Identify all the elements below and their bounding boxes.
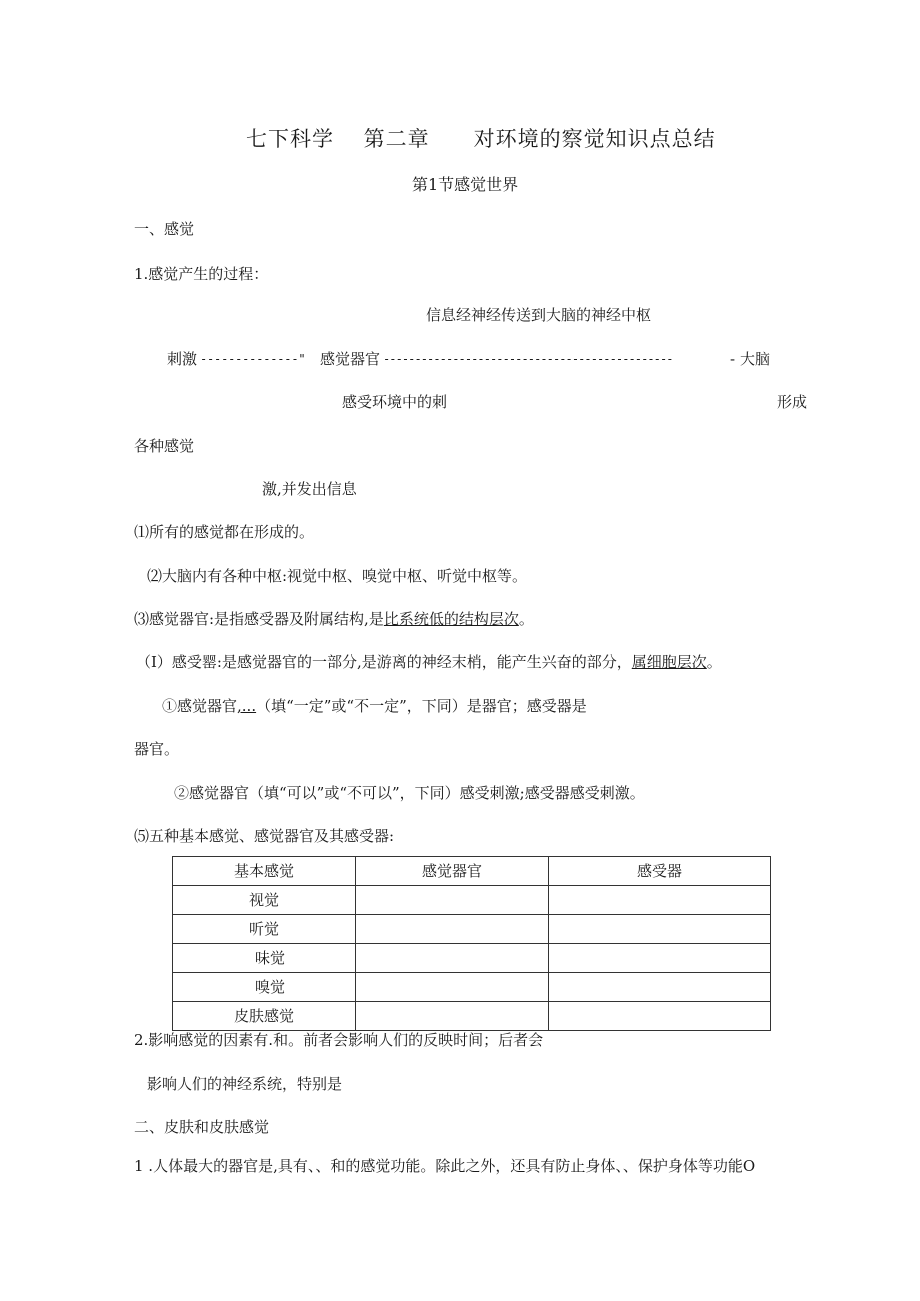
table-cell-receptor [549,973,771,1002]
table-cell-organ [356,1002,549,1031]
flow-top-note: 信息经神经传送到大脑的神经中枢 [426,306,652,324]
table-cell-sense: 听觉 [173,915,356,944]
paragraph-4-end: 。 [706,653,722,671]
flow-brain-note-2: 各种感觉 [134,437,195,455]
question-2: ②感觉器官（填“可以”或“不可以”，下同）感受刺激;感受器感受刺激。 [174,784,645,802]
heading-skin: 二、皮肤和皮肤感觉 [134,1118,270,1136]
flow-arrow-tip: - [730,350,736,368]
flow-arrow-2: ---------------------------------------------- [383,352,673,366]
question-1-start: ①感觉器官 [162,697,238,715]
table-row [173,1002,771,1031]
table-cell-receptor [549,944,771,973]
table-row [173,944,771,973]
flow-stimulus: 刺激 [167,350,198,368]
paragraph-1: ⑴所有的感觉都在形成的。 [134,523,315,541]
flow-arrow-1: --------------" [200,352,306,366]
table-cell-organ [356,973,549,1002]
flow-brain-note-1: 形成 [777,393,808,411]
heading-sensation: 一、感觉 [134,220,195,238]
table-cell-organ [356,915,549,944]
table-cell-sense: 嗅觉 [173,973,356,1002]
table-header-sense: 基本感觉 [173,857,356,886]
table-row [173,915,771,944]
table-cell-receptor [549,1002,771,1031]
paragraph-3 [134,610,534,628]
table-cell-receptor [549,886,771,915]
table-header-receptor: 感受器 [549,857,771,886]
question-1-blank: ,... [237,697,257,715]
table-cell-organ [356,944,549,973]
table-header-organ: 感觉器官 [356,857,549,886]
section-title: 第1节感觉世界 [412,175,519,194]
table-header-row [173,857,771,886]
item-factors: 2.影响感觉的因素有.和。前者会影响人们的反映时间；后者会 [134,1031,544,1049]
flow-brain: 大脑 [740,350,771,368]
paragraph-2: ⑵大脑内有各种中枢:视觉中枢、嗅觉中枢、听觉中枢等。 [147,567,528,585]
paragraph-4 [136,653,722,671]
flow-sense-organ: 感觉器官 [320,350,381,368]
question-1 [162,697,587,715]
table-row [173,973,771,1002]
table-cell-sense: 皮肤感觉 [173,1002,356,1031]
paragraph-3-end: 。 [518,610,534,628]
item-process-title: 1.感觉产生的过程： [134,265,269,283]
table-cell-sense: 味觉 [173,944,356,973]
page-title: 七下科学 第二章 对环境的察觉知识点总结 [246,127,716,151]
senses-table [172,856,771,1031]
question-1-rest: （填“一定”或“不一定”，下同）是器官；感受器是 [256,697,587,715]
flow-organ-note-2: 激,并发出信息 [262,480,357,498]
flow-organ-note-1: 感受环境中的刺 [342,393,448,411]
question-1-continued: 器官。 [134,740,180,758]
paragraph-3-underlined: 比系统低的结构层次 [383,610,519,628]
table-cell-organ [356,886,549,915]
item-skin-function: 1 .人体最大的器官是,具有、、和的感觉功能。除此之外，还具有防止身体、、保护身体等功能O [134,1157,756,1175]
paragraph-5: ⑸五种基本感觉、感觉器官及其感受器: [134,827,395,845]
paragraph-4-text: （I）感受罂:是感觉器官的一部分,是游离的神经末梢，能产生兴奋的部分， [136,653,632,671]
table-row [173,886,771,915]
paragraph-4-underlined: 属细胞层次 [631,653,707,671]
paragraph-3-text: ⑶感觉器官:是指感受器及附属结构,是 [134,610,384,628]
table-cell-receptor [549,915,771,944]
table-cell-sense: 视觉 [173,886,356,915]
item-factors-continued: 影响人们的神经系统，特别是 [147,1075,343,1093]
